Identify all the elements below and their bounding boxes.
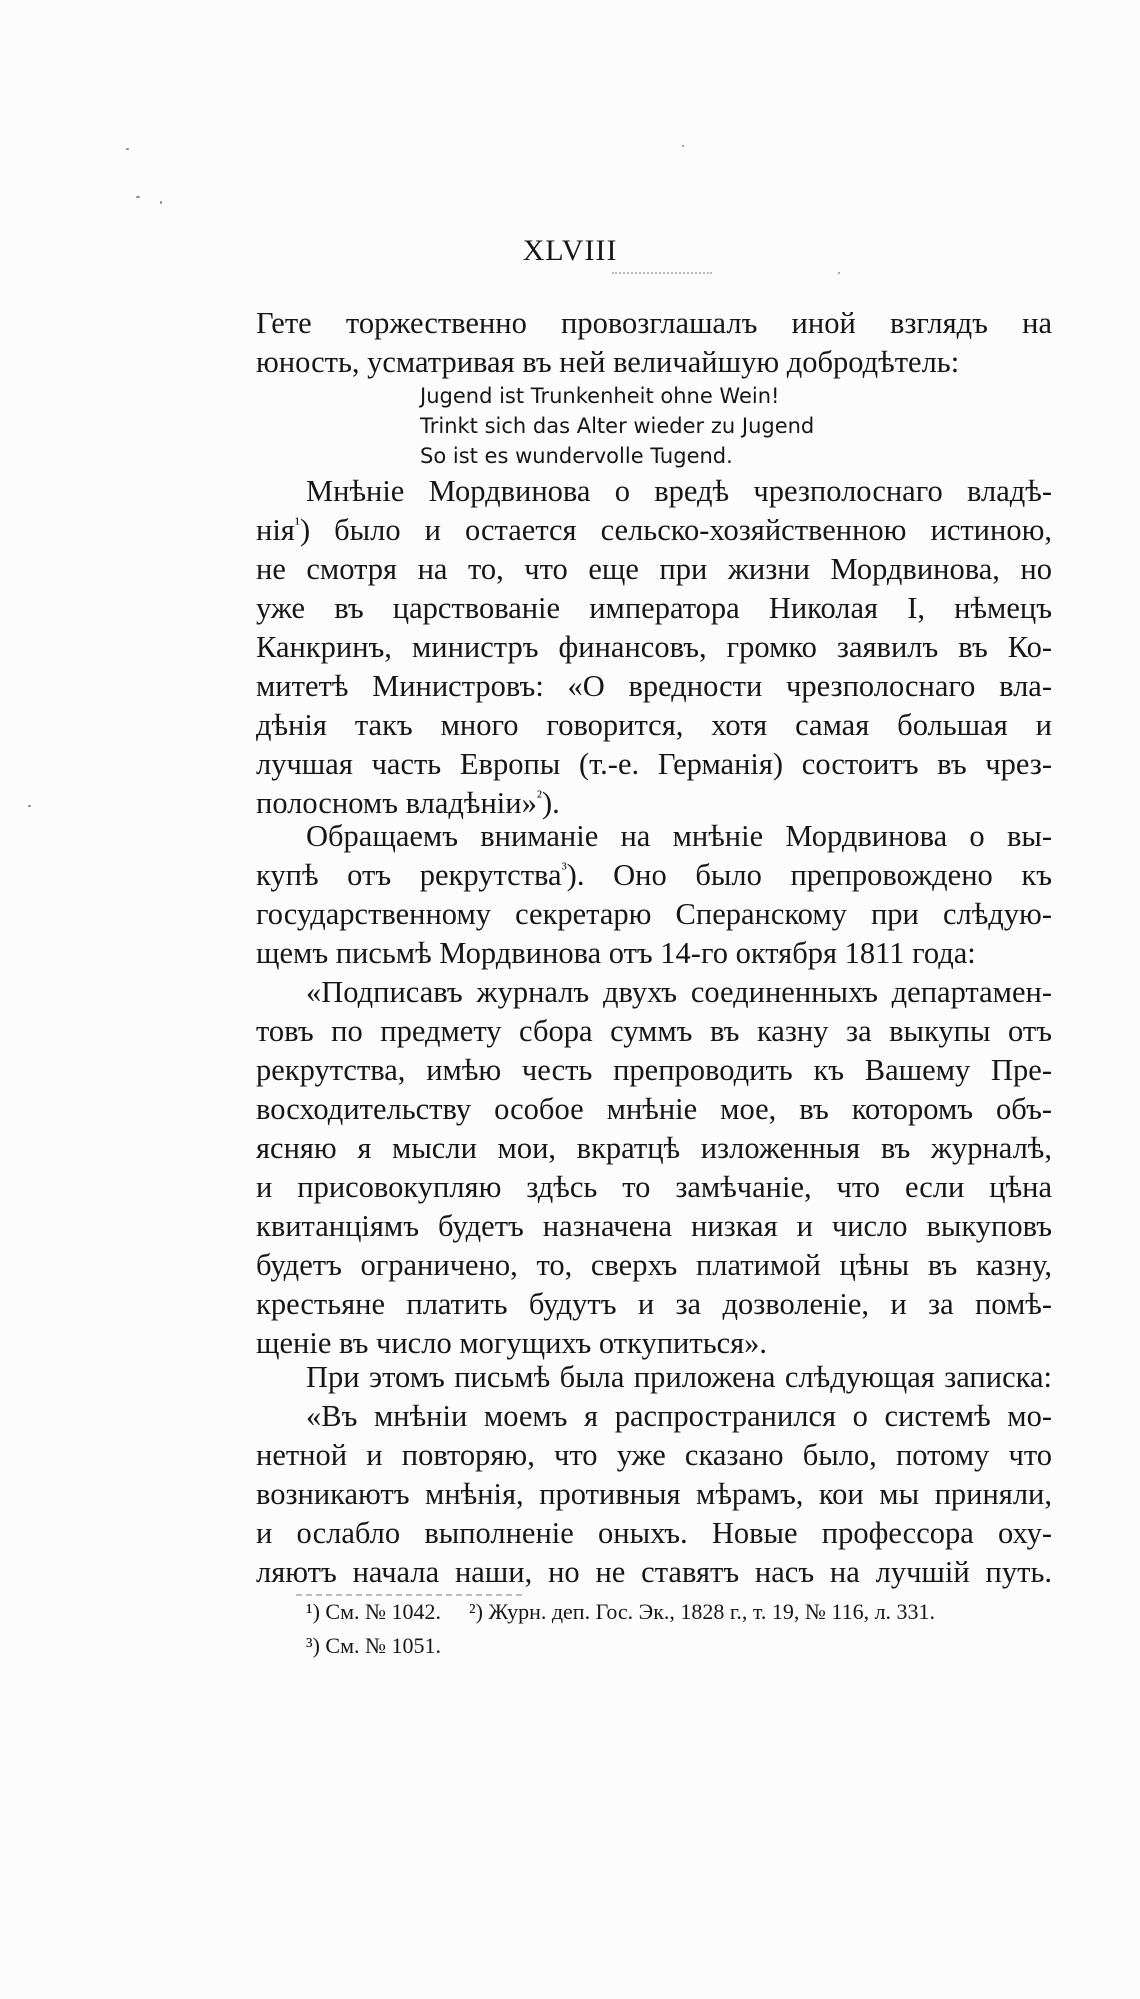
text-line: уже въ царствованіе императора Николая I, нѣмецъ	[256, 591, 1052, 625]
text-line: возникаютъ мнѣнія, противныя мѣрамъ, кои мы приняли,	[256, 1477, 1052, 1511]
text-line: крестьяне платить будутъ и за дозволеніе, и за помѣ-	[256, 1287, 1052, 1321]
paragraph-goethe	[256, 304, 1052, 382]
text-line: купѣ отъ рекрутства$^{^3}$). Оно было препровождено къ	[256, 858, 1052, 892]
scan-speck	[28, 805, 31, 807]
text-line: ляютъ начала наши, но не ставятъ насъ на лучшій путь.	[256, 1555, 1052, 1589]
scan-speck	[126, 148, 129, 150]
text-line: щемъ письмѣ Мордвинова отъ 14-го октября 1811 года:	[256, 936, 976, 970]
text-line: При этомъ письмѣ была приложена слѣдующая записка:	[306, 1360, 1052, 1394]
text-line: ясняю я мысли мои, вкратцѣ изложенныя въ журналѣ,	[256, 1131, 1052, 1165]
text-line: будетъ ограничено, то, сверхъ платимой цѣны въ казну,	[256, 1248, 1052, 1282]
paragraph-mordvinov-opinion	[256, 472, 1052, 823]
paragraph-letter-quote	[256, 973, 1052, 1363]
page-number: XLVIII	[522, 234, 618, 267]
footnotes	[306, 1595, 1052, 1663]
text-line: Канкринъ, министръ финансовъ, громко заявилъ въ Ко-	[256, 630, 1052, 664]
paragraph-attached-note	[256, 1358, 1052, 1397]
page-number-rule	[612, 272, 712, 274]
footnote-ref-1: ¹	[294, 514, 300, 533]
verse-quotation	[420, 381, 814, 471]
verse-line: Trinkt sich das Alter wieder zu Jugend	[420, 414, 815, 438]
footnote-row	[306, 1629, 1052, 1663]
text-line: и ослабло выполненіе оныхъ. Новые профессора оху-	[256, 1516, 1052, 1550]
text-line: лучшая часть Европы (т.-е. Германія) состоитъ въ чрез-	[256, 747, 1052, 781]
scan-speck	[136, 196, 140, 198]
text-line: Мнѣніе Мордвинова о вредѣ чрезполоснаго владѣ-	[306, 474, 1052, 508]
text-line: нетной и повторяю, что уже сказано было, потому что	[256, 1438, 1052, 1472]
scan-speck	[838, 272, 840, 274]
text-line: товъ по предмету сбора суммъ въ казну за выкупы отъ	[256, 1014, 1052, 1048]
text-line: щеніе въ число могущихъ откупиться».	[256, 1326, 768, 1360]
paragraph-note-quote	[256, 1397, 1052, 1592]
text-line: квитанціямъ будетъ назначена низкая и число выкуповъ	[256, 1209, 1052, 1243]
text-line: и присовокупляю здѣсь то замѣчаніе, что если цѣна	[256, 1170, 1052, 1204]
text-line: «Въ мнѣніи моемъ я распространился о системѣ мо-	[306, 1399, 1052, 1433]
text-line: Гете торжественно провозглашалъ иной взглядъ на	[256, 306, 1052, 340]
scan-speck	[160, 201, 162, 204]
text-line: митетѣ Министровъ: «О вредности чрезполоснаго вла-	[256, 669, 1052, 703]
text-line: рекрутства, имѣю честь препроводить къ Вашему Пре-	[256, 1053, 1052, 1087]
footnote-row	[306, 1595, 1052, 1629]
scan-speck	[682, 145, 684, 147]
footnote-ref-3: ³	[561, 859, 567, 878]
text-line: полосномъ владѣніи»$^{^2}$).	[256, 786, 560, 820]
text-line: Обращаемъ вниманіе на мнѣніе Мордвинова о вы-	[306, 819, 1052, 853]
text-line: дѣнія такъ много говорится, хотя самая большая и	[256, 708, 1052, 742]
footnote-ref-2: ²	[536, 787, 542, 806]
paragraph-recruitment	[256, 817, 1052, 973]
text-line: восходительству особое мнѣніе мое, въ которомъ объ-	[256, 1092, 1052, 1126]
footnote-1: ¹) См. № 1042.	[306, 1599, 442, 1624]
verse-line: So ist es wundervolle Tugend.	[420, 444, 733, 468]
text-line: «Подписавъ журналъ двухъ соединенныхъ департамен-	[306, 975, 1052, 1009]
text-line: государственному секретарю Сперанскому при слѣдую-	[256, 897, 1052, 931]
text-line: не смотря на то, что еще при жизни Мордвинова, но	[256, 552, 1052, 586]
footnote-3: ³) См. № 1051.	[306, 1633, 442, 1658]
text-line: нія$^{^1}$) было и остается сельско-хозяйственною истиною,	[256, 513, 1052, 547]
footnote-2: ²) Журн. деп. Гос. Эк., 1828 г., т. 19, № 116, л. 331.	[469, 1599, 936, 1624]
text-line: юность, усматривая въ ней величайшую добродѣтель:	[256, 345, 960, 379]
verse-line: Jugend ist Trunkenheit ohne Wein!	[420, 384, 780, 408]
